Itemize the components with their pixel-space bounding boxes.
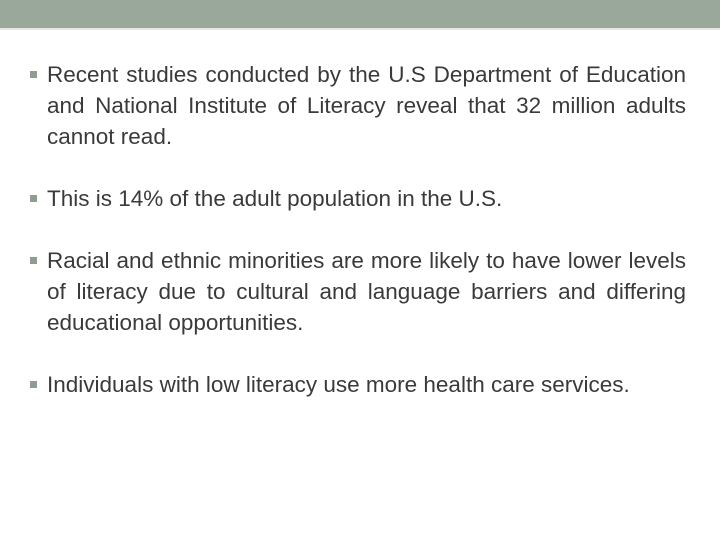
bullet-list	[30, 59, 686, 400]
square-bullet-icon	[30, 71, 37, 78]
header-band	[0, 0, 720, 28]
bullet-item-3	[30, 245, 686, 338]
bullet-item-1	[30, 59, 686, 152]
bullet-text: Racial and ethnic minorities are more likely to have lower levels of literacy due to cultural and language barriers and differing educational opportunities.	[47, 248, 686, 335]
bullet-item-2	[30, 183, 686, 214]
bullet-item-4	[30, 369, 686, 400]
bullet-text: Recent studies conducted by the U.S Department of Education and National Institute of Literacy reveal that 32 million adults cannot read.	[47, 62, 686, 149]
header-divider	[0, 28, 720, 30]
square-bullet-icon	[30, 257, 37, 264]
square-bullet-icon	[30, 381, 37, 388]
bullet-text: Individuals with low literacy use more health care services.	[47, 372, 630, 397]
square-bullet-icon	[30, 195, 37, 202]
bullet-text: This is 14% of the adult population in the U.S.	[47, 186, 503, 211]
